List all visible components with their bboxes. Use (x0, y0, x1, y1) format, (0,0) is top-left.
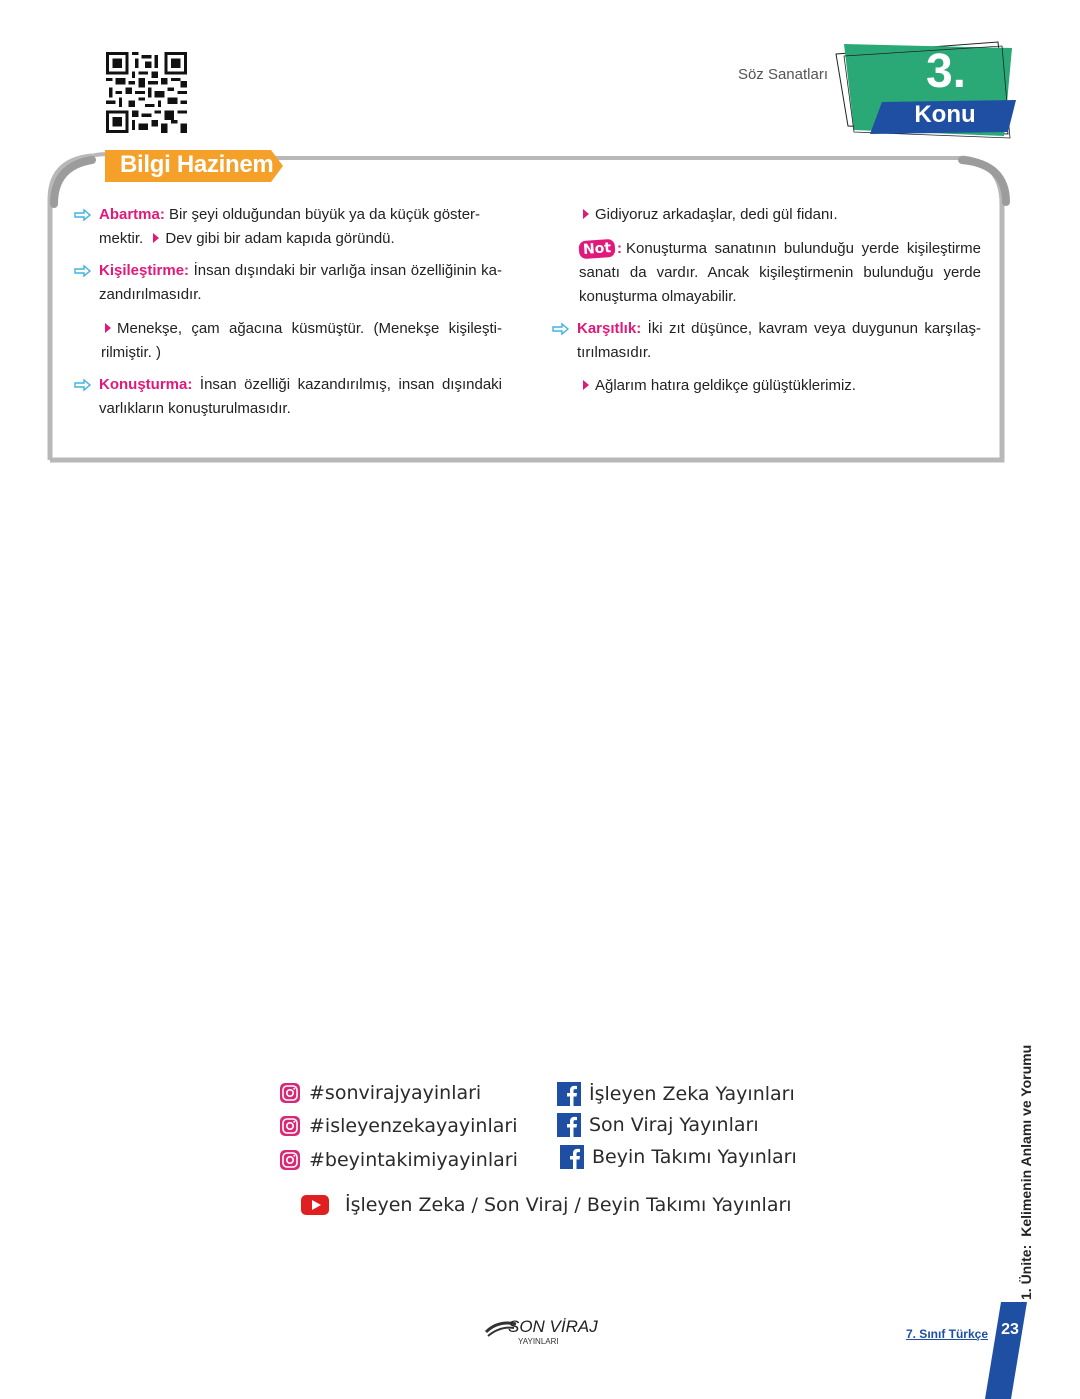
arrow-bullet-icon (74, 265, 92, 277)
facebook-page: Son Viraj Yayınları (589, 1114, 759, 1136)
abartma-def-a: Bir şeyi olduğundan büyük ya da küçük göster- (169, 206, 481, 223)
kisilestirme-term: Kişileştirme: (99, 262, 190, 279)
triangle-bullet-icon (153, 233, 159, 243)
note-block (579, 237, 981, 309)
book-title: 7. Sınıf Türkçe (905, 1327, 988, 1341)
kisilestirme-def: İnsan dışındaki bir varlığa insan özelliğinin ka-zandırılmasıdır. (99, 262, 503, 303)
youtube-link[interactable] (301, 1194, 792, 1216)
topic-label: Konu (914, 101, 976, 128)
publisher-sub: YAYINLARI (518, 1337, 559, 1346)
konusturma-term: Konuşturma: (99, 376, 193, 393)
instagram-icon (279, 1082, 301, 1104)
instagram-handle: #sonvirajyayinlari (309, 1082, 482, 1104)
note-text: Konuşturma sanatının bulunduğu yerde kişileştirme sanatı da vardır. Ancak kişileştirmenin bulunduğu yerde konuşturma olmayabilir. (579, 240, 981, 305)
triangle-bullet-icon (583, 380, 589, 390)
triangle-bullet-icon (105, 323, 111, 333)
abartma-def-b: mektir. (99, 230, 144, 247)
kisilestirme-definition (99, 259, 502, 307)
page-number-tab (975, 1302, 1035, 1399)
instagram-icon (279, 1149, 301, 1171)
instagram-handle: #beyintakimiyayinlari (309, 1149, 518, 1171)
unit-label: 1. Ünite: (1018, 1244, 1034, 1300)
konusturma-example: Gidiyoruz arkadaşlar, dedi gül fidanı. (595, 206, 838, 223)
qr-code-icon (106, 52, 187, 133)
youtube-icon (301, 1195, 329, 1215)
topic-title: Söz Sanatları (737, 66, 828, 83)
instagram-icon (279, 1115, 301, 1137)
konusturma-def: İnsan özelliği kazandırılmış, insan dışındaki varlıkların konuşturulmasıdır. (99, 376, 503, 417)
arrow-bullet-icon (74, 209, 92, 221)
topic-number: 3. (925, 45, 967, 98)
youtube-channel: İşleyen Zeka / Son Viraj / Beyin Takımı Yayınları (345, 1194, 792, 1216)
facebook-link[interactable] (557, 1113, 759, 1137)
facebook-link[interactable] (560, 1145, 797, 1169)
karsitlik-example: Ağlarım hatıra geldikçe gülüştüklerimiz. (595, 377, 856, 394)
publisher-name: SON VİRAJ (508, 1317, 598, 1336)
publisher-logo (484, 1312, 598, 1348)
arrow-bullet-icon (552, 323, 570, 335)
konusturma-example-block (583, 203, 983, 227)
karsitlik-term: Karşıtlık: (577, 320, 642, 337)
instagram-link[interactable] (279, 1082, 481, 1104)
info-title: Bilgi Hazinem (120, 151, 274, 178)
facebook-link[interactable] (557, 1082, 795, 1106)
triangle-bullet-icon (583, 209, 589, 219)
instagram-link[interactable] (279, 1149, 518, 1171)
kisilestirme-example: Menekşe, çam ağacına küsmüştür. (Menekşe kişileşti-rilmiştir. ) (101, 320, 502, 361)
note-colon-icon: : (617, 240, 623, 257)
facebook-icon (557, 1082, 581, 1106)
abartma-term: Abartma: (99, 206, 165, 223)
facebook-page: Beyin Takımı Yayınları (592, 1146, 797, 1168)
svg-text:1. Ünite:Kelimenin Anlamı ve Y (1018, 1045, 1034, 1300)
facebook-icon (560, 1145, 584, 1169)
instagram-handle: #isleyenzekayayinlari (309, 1115, 518, 1137)
facebook-icon (557, 1113, 581, 1137)
page-number: 23 (1001, 1321, 1019, 1338)
kisilestirme-example-block (101, 317, 502, 365)
abartma-definition (99, 203, 502, 227)
abartma-example: Dev gibi bir adam kapıda göründü. (165, 230, 395, 247)
arrow-bullet-icon (74, 379, 92, 391)
unit-title: Kelimenin Anlamı ve Yorumu (1018, 1044, 1034, 1237)
facebook-page: İşleyen Zeka Yayınları (589, 1083, 795, 1105)
karsitlik-example-block (583, 374, 983, 398)
note-badge: Not (578, 239, 615, 259)
abartma-line-2 (99, 227, 502, 251)
karsitlik-definition (577, 317, 981, 365)
unit-side-label (1012, 1046, 1040, 1302)
konusturma-definition (99, 373, 502, 421)
karsitlik-def: İki zıt düşünce, kavram veya duygunun karşılaş-tırılmasıdır. (577, 320, 982, 361)
instagram-link[interactable] (279, 1115, 517, 1137)
